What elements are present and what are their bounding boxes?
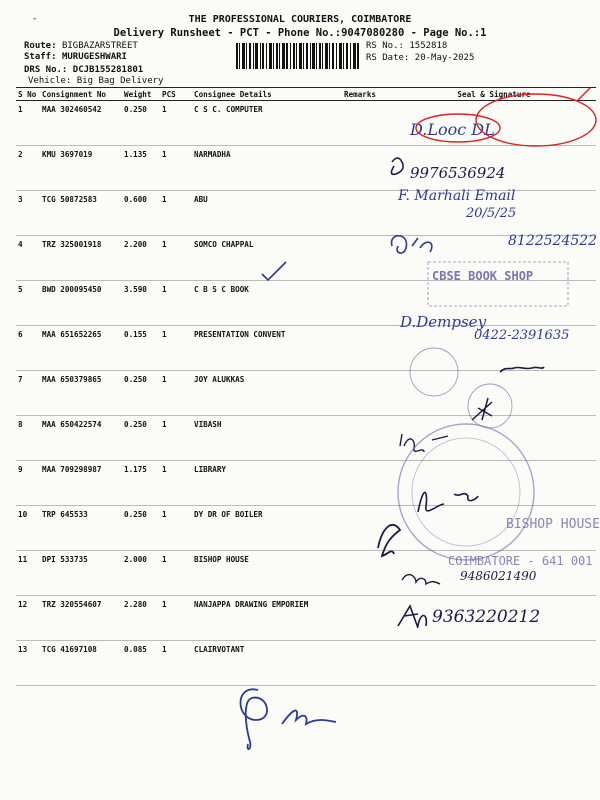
cell-remarks [342,146,392,191]
row3-name: F. Marhali Email [398,188,516,204]
cell-consignment: MAA 651652265 [40,326,122,371]
cell-signature [392,551,596,596]
book-shop-stamp-text: CBSE BOOK SHOP [432,269,534,283]
cell-pcs: 1 [160,281,192,326]
cell-consignee: VIBASH [192,416,342,461]
cell-consignment: TCG 50872583 [40,191,122,236]
cell-sno: 11 [16,551,40,596]
cell-consignee: PRESENTATION CONVENT [192,326,342,371]
cell-weight: 0.250 [122,506,160,551]
cell-sno: 3 [16,191,40,236]
cell-consignee: BISHOP HOUSE [192,551,342,596]
cell-signature [392,416,596,461]
row1-signature: D.Looc DL [410,120,495,139]
cell-consignee: NARMADHA [192,146,342,191]
rs-no-line: RS No.: 1552818 [366,41,448,51]
cell-consignment: MAA 302460542 [40,101,122,146]
cell-sno: 6 [16,326,40,371]
cell-remarks [342,506,392,551]
cell-remarks [342,416,392,461]
staff-line: Staff: MURUGESHWARI [24,52,127,62]
table-row [16,146,596,191]
cell-signature [392,191,596,236]
cell-remarks [342,641,392,686]
cell-signature [392,281,596,326]
col-seal-signature: Seal & Signature [392,88,596,101]
cell-sno: 12 [16,596,40,641]
col-pcs: PCS [160,88,192,101]
cell-consignment: TRZ 325001918 [40,236,122,281]
table-row [16,281,596,326]
cell-signature [392,506,596,551]
table-row [16,326,596,371]
table-row [16,236,596,281]
cell-consignment: TRZ 320554607 [40,596,122,641]
cell-pcs: 1 [160,641,192,686]
table-row [16,461,596,506]
cell-remarks [342,371,392,416]
row6-phone: 0422-2391635 [474,328,570,343]
company-title: THE PROFESSIONAL COURIERS, COIMBATORE [188,14,412,25]
cell-consignee: CLAIRVOTANT [192,641,342,686]
cell-signature [392,371,596,416]
cell-pcs: 1 [160,416,192,461]
cell-consignee: ABU [192,191,342,236]
cell-signature [392,326,596,371]
col-consignee: Consignee Details [192,88,342,101]
cell-pcs: 1 [160,551,192,596]
cell-sno: 4 [16,236,40,281]
table-row [16,371,596,416]
table-row [16,191,596,236]
cell-pcs: 1 [160,461,192,506]
cell-weight: 2.280 [122,596,160,641]
cell-consignee: C B S C BOOK [192,281,342,326]
cell-remarks [342,236,392,281]
row6-name: D.Dempsey [400,313,487,331]
cell-remarks [342,101,392,146]
cell-weight: 0.085 [122,641,160,686]
cell-signature [392,641,596,686]
cell-remarks [342,551,392,596]
runsheet-table [16,87,596,686]
row13-phone: 9363220212 [432,607,541,627]
col-weight: Weight [122,88,160,101]
cell-pcs: 1 [160,596,192,641]
cell-remarks [342,326,392,371]
table-row [16,551,596,596]
col-consignment: Consignment No [40,88,122,101]
cell-consignment: BWD 200095450 [40,281,122,326]
cell-sno: 1 [16,101,40,146]
runsheet-subtitle: Delivery Runsheet - PCT - Phone No.:9047080280 - Page No.:1 [113,27,487,39]
cell-pcs: 1 [160,191,192,236]
cell-consignment: TCG 41697108 [40,641,122,686]
row2-phone: 9976536924 [410,164,506,182]
cell-weight: 1.135 [122,146,160,191]
cell-consignment: MAA 650422574 [40,416,122,461]
header-dash: - [32,14,38,24]
cell-consignee: NANJAPPA DRAWING EMPORIEM [192,596,342,641]
table-row [16,641,596,686]
cell-consignment: MAA 650379865 [40,371,122,416]
col-remarks: Remarks [342,88,392,101]
cell-remarks [342,461,392,506]
cell-sno: 7 [16,371,40,416]
cell-consignment: TRP 645533 [40,506,122,551]
cell-sno: 5 [16,281,40,326]
row3-date: 20/5/25 [466,206,517,221]
vehicle-line: Vehicle: Big Bag Delivery [28,76,164,86]
cell-consignee: DY DR OF BOILER [192,506,342,551]
cell-consignee: LIBRARY [192,461,342,506]
cell-weight: 2.000 [122,551,160,596]
cell-pcs: 1 [160,236,192,281]
cell-consignee: C S C. COMPUTER [192,101,342,146]
cell-remarks [342,596,392,641]
cell-sno: 8 [16,416,40,461]
cell-consignment: MAA 709298987 [40,461,122,506]
cell-pcs: 1 [160,371,192,416]
table-header-row [16,88,596,101]
row4-phone: 8122524522 [508,233,598,249]
bishop-stamp-city: COIMBATORE - 641 001 [448,554,593,568]
drs-line: DRS No.: DCJB155281801 [24,65,144,75]
table-row [16,596,596,641]
cell-signature [392,101,596,146]
cell-signature [392,236,596,281]
cell-sno: 9 [16,461,40,506]
cell-weight: 2.200 [122,236,160,281]
barcode [236,43,360,69]
table-row [16,101,596,146]
cell-pcs: 1 [160,326,192,371]
cell-signature [392,146,596,191]
route-line: Route: BIGBAZARSTREET [24,41,138,51]
cell-pcs: 1 [160,101,192,146]
cell-consignment: DPI 533735 [40,551,122,596]
cell-consignment: KMU 3697019 [40,146,122,191]
bishop-stamp-house: BISHOP HOUSE [506,517,600,532]
cell-weight: 0.155 [122,326,160,371]
cell-sno: 2 [16,146,40,191]
table-row [16,416,596,461]
staff-signature [241,689,337,749]
cell-weight: 0.250 [122,101,160,146]
table-row [16,506,596,551]
cell-signature [392,596,596,641]
cell-pcs: 1 [160,506,192,551]
cell-weight: 0.250 [122,416,160,461]
rs-date-line: RS Date: 20-May-2025 [366,53,475,63]
cell-weight: 3.590 [122,281,160,326]
col-sno: S No [16,88,40,101]
cell-signature [392,461,596,506]
cell-remarks [342,191,392,236]
cell-weight: 0.600 [122,191,160,236]
cell-weight: 0.250 [122,371,160,416]
cell-pcs: 1 [160,146,192,191]
row12-phone: 9486021490 [460,569,537,583]
cell-remarks [342,281,392,326]
cell-weight: 1.175 [122,461,160,506]
cell-sno: 10 [16,506,40,551]
cell-sno: 13 [16,641,40,686]
cell-consignee: JOY ALUKKAS [192,371,342,416]
cell-consignee: SOMCO CHAPPAL [192,236,342,281]
